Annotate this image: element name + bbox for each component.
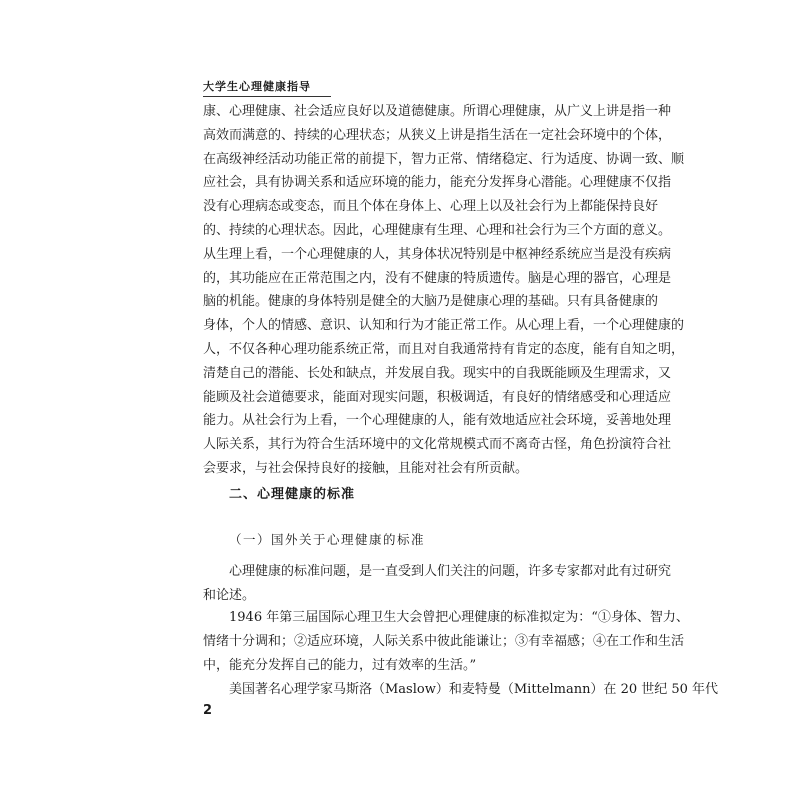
paragraph-standards-intro	[203, 560, 672, 608]
text-line: 能力。从社会行为上看，一个心理健康的人，能有效地适应社会环境，妥善地处理	[203, 413, 672, 429]
text-line: 的、持续的心理状态。因此，心理健康有生理、心理和社会行为三个方面的意义。	[203, 222, 672, 238]
text-line: 情绪十分调和；②适应环境，人际关系中彼此能谦让；③有幸福感；④在工作和生活	[203, 633, 685, 649]
text-line: 会要求，与社会保持良好的接触，且能对社会有所贡献。	[203, 460, 529, 476]
text-line: 美国著名心理学家马斯洛（Maslow）和麦特曼（Mittelmann）在 20 世纪 50 年代	[229, 682, 719, 697]
text-line: 身体，个人的情感、意识、认知和行为才能正常工作。从心理上看，一个心理健康的	[203, 318, 685, 334]
text-line: 高效而满意的、持续的心理状态；从狭义上讲是指生活在一定社会环境中的个体，	[203, 127, 672, 143]
paragraph-1946-congress	[203, 606, 689, 677]
text-line: 心理健康的标准问题，是一直受到人们关注的问题，许多专家都对此有过研究	[229, 564, 672, 579]
header-rule	[203, 96, 331, 97]
text-line: 人，不仅各种心理功能系统正常，而且对自我通常持有肯定的态度，能有自知之明，	[203, 341, 685, 357]
text-line: 的，其功能应在正常范围之内，没有不健康的特质遗传。脑是心理的器官，心理是	[203, 270, 672, 286]
page-number: 2	[203, 703, 213, 718]
paragraph-mental-health-definition	[203, 100, 685, 481]
text-line: 1946 年第三届国际心理卫生大会曾把心理健康的标准拟定为：“①身体、智力、	[229, 610, 689, 625]
sub-heading: （一）国外关于心理健康的标准	[229, 532, 426, 547]
text-line: 能顾及社会道德要求，能面对现实问题，积极调适，有良好的情绪感受和心理适应	[203, 389, 672, 405]
text-line: 在高级神经活动功能正常的前提下，智力正常、情绪稳定、行为适度、协调一致、顺	[203, 151, 685, 167]
text-line: 脑的机能。健康的身体特别是健全的大脑乃是健康心理的基础。只有具备健康的	[203, 294, 659, 310]
text-line: 应社会，具有协调关系和适应环境的能力，能充分发挥身心潜能。心理健康不仅指	[203, 175, 672, 191]
text-line: 和论述。	[203, 587, 256, 603]
text-line: 没有心理病态或变态，而且个体在身体上、心理上以及社会行为上都能保持良好	[203, 199, 659, 215]
text-line: 康、心理健康、社会适应良好以及道德健康。所谓心理健康，从广义上讲是指一种	[203, 104, 672, 119]
section-heading: 二、心理健康的标准	[229, 487, 356, 502]
text-line: 人际关系，其行为符合生活环境中的文化常规模式而不离奇古怪，角色扮演符合社	[203, 437, 672, 453]
running-header: 大学生心理健康指导	[203, 80, 311, 93]
text-line: 从生理上看，一个心理健康的人，其身体状况特别是中枢神经系统应当是没有疾病	[203, 246, 672, 262]
paragraph-maslow	[203, 678, 719, 702]
text-line: 清楚自己的潜能、长处和缺点，并发展自我。现实中的自我既能顾及生理需求，又	[203, 365, 672, 381]
text-line: 中，能充分发挥自己的能力，过有效率的生活。”	[203, 657, 477, 673]
